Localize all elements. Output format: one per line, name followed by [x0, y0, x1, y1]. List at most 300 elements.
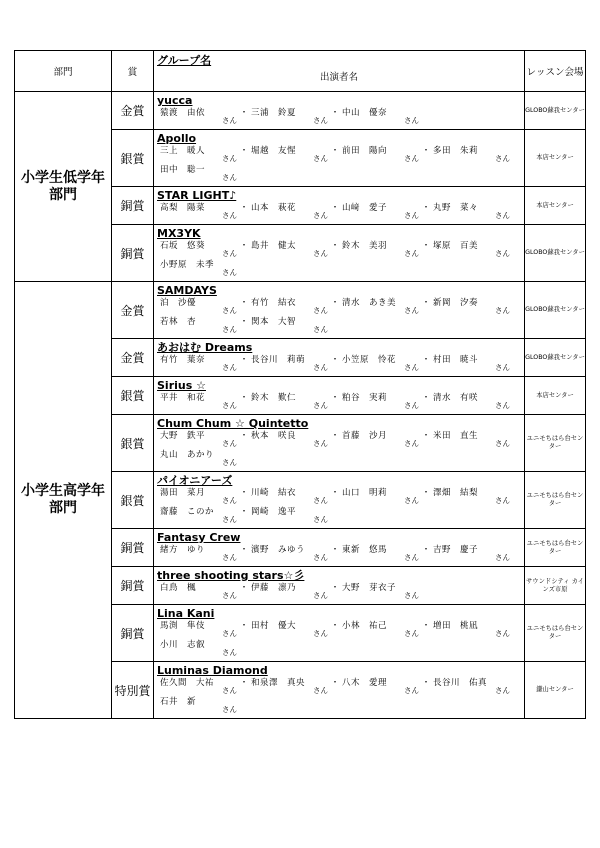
- performer-line: [157, 506, 521, 525]
- separator-dot: ・: [330, 583, 340, 593]
- honorific: さん: [222, 705, 237, 714]
- entry-row: [15, 92, 586, 130]
- performer: [342, 354, 419, 372]
- separator-dot: ・: [330, 393, 340, 403]
- performer-name: 濱野 みゆう: [251, 545, 306, 555]
- honorific: さん: [222, 249, 237, 258]
- performer-name: 若林 杏: [160, 317, 197, 327]
- honorific: さん: [495, 686, 510, 695]
- honorific: さん: [313, 553, 328, 562]
- performer: [160, 506, 237, 524]
- award-cell: 金賞: [112, 282, 154, 339]
- performer-line: [157, 354, 521, 373]
- honorific: さん: [222, 325, 237, 334]
- performer: [433, 240, 510, 258]
- performer: [160, 544, 237, 562]
- venue-cell: サウンドシティ カインズ市原: [525, 567, 586, 605]
- performer-name: 湯田 菜月: [160, 488, 206, 498]
- performer-name: 山﨑 愛子: [342, 203, 388, 213]
- performer-name: 関本 大智: [251, 317, 297, 327]
- honorific: さん: [222, 629, 237, 638]
- performer: [342, 107, 419, 125]
- performer: [251, 107, 328, 125]
- header-award: 賞: [112, 51, 154, 92]
- honorific: さん: [313, 116, 328, 125]
- performer-line: [157, 449, 521, 468]
- separator-dot: ・: [330, 355, 340, 365]
- venue-cell: 鎌山センター: [525, 662, 586, 719]
- honorific: さん: [313, 686, 328, 695]
- entry-cell: [154, 187, 525, 225]
- performer-line: [157, 487, 521, 506]
- entry-cell: [154, 567, 525, 605]
- performer: [433, 392, 510, 410]
- performer: [251, 620, 328, 638]
- separator-dot: ・: [239, 583, 249, 593]
- performer: [160, 107, 237, 125]
- entry-cell: [154, 472, 525, 529]
- performer: [251, 430, 328, 448]
- separator-dot: ・: [239, 678, 249, 688]
- honorific: さん: [313, 515, 328, 524]
- performer-name: 粕谷 実莉: [342, 393, 388, 403]
- separator-dot: ・: [330, 203, 340, 213]
- performer-name: 東新 悠馬: [342, 545, 388, 555]
- performer-line: [157, 259, 521, 278]
- performer-name: 齋藤 このか: [160, 507, 215, 517]
- performer-name: 猿渡 由依: [160, 108, 206, 118]
- honorific: さん: [222, 553, 237, 562]
- group-name: Chum Chum ☆ Quintetto: [157, 417, 309, 430]
- performer-line: [157, 202, 521, 221]
- separator-dot: ・: [421, 393, 431, 403]
- venue-cell: 本店センター: [525, 187, 586, 225]
- performer: [160, 582, 237, 600]
- performer: [342, 145, 419, 163]
- separator-dot: ・: [421, 298, 431, 308]
- honorific: さん: [404, 629, 419, 638]
- honorific: さん: [222, 648, 237, 657]
- entry-cell: [154, 377, 525, 415]
- honorific: さん: [495, 553, 510, 562]
- separator-dot: ・: [330, 108, 340, 118]
- performer-name: 塚原 百美: [433, 241, 479, 251]
- separator-dot: ・: [239, 393, 249, 403]
- performer-name: 川崎 結衣: [251, 488, 297, 498]
- award-cell: 銅賞: [112, 225, 154, 282]
- results-table: [14, 50, 586, 719]
- performer-name: 八木 愛理: [342, 678, 388, 688]
- separator-dot: ・: [239, 355, 249, 365]
- performer-line: [157, 107, 521, 126]
- award-cell: 銀賞: [112, 130, 154, 187]
- header-performers: 出演者名: [319, 72, 358, 83]
- honorific: さん: [313, 325, 328, 334]
- venue-cell: GLOBO蘇我センター: [525, 92, 586, 130]
- group-name: MX3YK: [157, 227, 201, 240]
- performer: [160, 696, 237, 714]
- venue-cell: ユニモちはら台センター: [525, 472, 586, 529]
- venue-cell: GLOBO蘇我センター: [525, 282, 586, 339]
- honorific: さん: [404, 249, 419, 258]
- venue-cell: ユニモちはら台センター: [525, 415, 586, 472]
- separator-dot: ・: [239, 241, 249, 251]
- entry-cell: [154, 130, 525, 187]
- performer-name: 大野 鉄平: [160, 431, 206, 441]
- award-cell: 銀賞: [112, 472, 154, 529]
- performer-name: 緒方 ゆり: [160, 545, 206, 555]
- performer-line: [157, 639, 521, 658]
- venue-cell: 本店センター: [525, 130, 586, 187]
- separator-dot: ・: [239, 545, 249, 555]
- performer: [251, 487, 328, 505]
- performer: [160, 316, 237, 334]
- separator-dot: ・: [421, 431, 431, 441]
- performer: [251, 677, 328, 695]
- performer-name: 小野原 未季: [160, 260, 215, 270]
- performer-name: 丸野 菜々: [433, 203, 479, 213]
- performer-name: 馬渕 隼伎: [160, 621, 206, 631]
- performer-name: 前田 陽向: [342, 146, 388, 156]
- honorific: さん: [404, 686, 419, 695]
- performer: [160, 240, 237, 258]
- performer-name: 和泉澤 真央: [251, 678, 306, 688]
- entry-cell: [154, 339, 525, 377]
- honorific: さん: [222, 268, 237, 277]
- performer: [433, 145, 510, 163]
- performer: [433, 677, 510, 695]
- performer: [251, 202, 328, 220]
- performer: [342, 240, 419, 258]
- performer-name: 小林 祐己: [342, 621, 388, 631]
- group-name: Sirius ☆: [157, 379, 206, 392]
- header-group-performers: [154, 51, 525, 92]
- performer-name: 石井 新: [160, 697, 197, 707]
- performer-line: [157, 297, 521, 316]
- separator-dot: ・: [239, 507, 249, 517]
- venue-cell: GLOBO蘇我センター: [525, 225, 586, 282]
- performer: [342, 487, 419, 505]
- performer: [342, 297, 419, 315]
- performer: [160, 164, 237, 182]
- performer: [433, 620, 510, 638]
- honorific: さん: [495, 154, 510, 163]
- performer-line: [157, 164, 521, 183]
- honorific: さん: [313, 211, 328, 220]
- performer-name: 田村 優大: [251, 621, 297, 631]
- venue-cell: GLOBO蘇我センター: [525, 339, 586, 377]
- honorific: さん: [313, 249, 328, 258]
- separator-dot: ・: [239, 317, 249, 327]
- honorific: さん: [313, 629, 328, 638]
- performer: [342, 430, 419, 448]
- performer: [342, 620, 419, 638]
- performer: [342, 582, 419, 600]
- award-cell: 金賞: [112, 92, 154, 130]
- honorific: さん: [404, 591, 419, 600]
- venue-cell: ユニモちはら台センター: [525, 529, 586, 567]
- performer: [342, 392, 419, 410]
- award-cell: 銅賞: [112, 605, 154, 662]
- group-name: あおはむ Dreams: [157, 341, 253, 354]
- performer: [160, 449, 237, 467]
- performer: [342, 677, 419, 695]
- separator-dot: ・: [330, 241, 340, 251]
- honorific: さん: [404, 154, 419, 163]
- separator-dot: ・: [330, 298, 340, 308]
- honorific: さん: [313, 401, 328, 410]
- performer-name: 石坂 悠葵: [160, 241, 206, 251]
- honorific: さん: [313, 306, 328, 315]
- group-name: three shooting stars☆彡: [157, 569, 305, 582]
- performer: [160, 620, 237, 638]
- honorific: さん: [222, 363, 237, 372]
- performer: [160, 392, 237, 410]
- performer-line: [157, 696, 521, 715]
- separator-dot: ・: [239, 298, 249, 308]
- performer-name: 長谷川 佑真: [433, 678, 488, 688]
- honorific: さん: [495, 496, 510, 505]
- honorific: さん: [404, 553, 419, 562]
- performer-name: 山本 萩花: [251, 203, 297, 213]
- performer-name: 白鳥 楓: [160, 583, 197, 593]
- honorific: さん: [222, 306, 237, 315]
- performer: [251, 316, 328, 334]
- entry-cell: [154, 225, 525, 282]
- performer: [160, 639, 237, 657]
- performer-name: 三浦 鈴夏: [251, 108, 297, 118]
- performer-name: 清水 有咲: [433, 393, 479, 403]
- group-name: Luminas Diamond: [157, 664, 268, 677]
- honorific: さん: [222, 458, 237, 467]
- entry-cell: [154, 529, 525, 567]
- performer-name: 長谷川 莉萌: [251, 355, 306, 365]
- honorific: さん: [222, 591, 237, 600]
- performer-name: 新岡 汐奏: [433, 298, 479, 308]
- entry-cell: [154, 605, 525, 662]
- group-name: Lina Kani: [157, 607, 215, 620]
- performer: [342, 544, 419, 562]
- performer-line: [157, 316, 521, 335]
- group-name: SAMDAYS: [157, 284, 217, 297]
- performer-line: [157, 145, 521, 164]
- separator-dot: ・: [239, 146, 249, 156]
- group-name: Apollo: [157, 132, 197, 145]
- group-name: yucca: [157, 94, 193, 107]
- performer-name: 田中 聡一: [160, 165, 206, 175]
- performer-name: 鈴木 歎仁: [251, 393, 297, 403]
- performer-name: 中山 優奈: [342, 108, 388, 118]
- award-cell: 銅賞: [112, 187, 154, 225]
- entry-cell: [154, 415, 525, 472]
- separator-dot: ・: [239, 108, 249, 118]
- performer-line: [157, 430, 521, 449]
- performer-name: 首藤 沙月: [342, 431, 388, 441]
- honorific: さん: [404, 401, 419, 410]
- honorific: さん: [495, 629, 510, 638]
- performer-line: [157, 392, 521, 411]
- performer: [433, 430, 510, 448]
- group-name: Fantasy Crew: [157, 531, 241, 544]
- separator-dot: ・: [421, 355, 431, 365]
- header-category: 部門: [15, 51, 112, 92]
- performer-name: 平井 和花: [160, 393, 206, 403]
- performer: [160, 297, 237, 315]
- separator-dot: ・: [330, 678, 340, 688]
- performer: [160, 487, 237, 505]
- performer-name: 増田 桃凪: [433, 621, 479, 631]
- performer: [160, 145, 237, 163]
- honorific: さん: [222, 116, 237, 125]
- performer: [251, 506, 328, 524]
- honorific: さん: [404, 306, 419, 315]
- performer: [433, 544, 510, 562]
- performer-name: 山口 明莉: [342, 488, 388, 498]
- performer-name: 秋本 咲良: [251, 431, 297, 441]
- honorific: さん: [222, 515, 237, 524]
- performer-name: 多田 朱莉: [433, 146, 479, 156]
- group-name: STAR LIGHT♪: [157, 189, 237, 202]
- honorific: さん: [222, 439, 237, 448]
- award-cell: 特別賞: [112, 662, 154, 719]
- performer: [433, 297, 510, 315]
- performer: [160, 677, 237, 695]
- performer-name: 泊 沙優: [160, 298, 197, 308]
- separator-dot: ・: [239, 488, 249, 498]
- category-cell: 小学生高学年部門: [15, 282, 112, 719]
- honorific: さん: [404, 211, 419, 220]
- performer-name: 高梨 陽菜: [160, 203, 206, 213]
- separator-dot: ・: [421, 146, 431, 156]
- performer: [251, 240, 328, 258]
- performer: [251, 145, 328, 163]
- performer-name: 丸山 あかり: [160, 450, 215, 460]
- separator-dot: ・: [330, 488, 340, 498]
- award-cell: 銅賞: [112, 529, 154, 567]
- group-name: パイオニアーズ: [157, 474, 233, 487]
- separator-dot: ・: [421, 678, 431, 688]
- header-group: グループ名: [157, 54, 212, 67]
- performer: [433, 487, 510, 505]
- honorific: さん: [313, 439, 328, 448]
- award-cell: 銀賞: [112, 377, 154, 415]
- performer-name: 鈴木 美羽: [342, 241, 388, 251]
- honorific: さん: [313, 496, 328, 505]
- separator-dot: ・: [239, 203, 249, 213]
- performer-name: 佐久間 大祐: [160, 678, 215, 688]
- header-venue: レッスン会場: [525, 51, 586, 92]
- performer: [251, 392, 328, 410]
- separator-dot: ・: [239, 431, 249, 441]
- performer: [251, 544, 328, 562]
- performer: [433, 202, 510, 220]
- honorific: さん: [404, 496, 419, 505]
- entry-row: [15, 282, 586, 339]
- honorific: さん: [313, 363, 328, 372]
- honorific: さん: [222, 401, 237, 410]
- performer: [160, 430, 237, 448]
- performer: [342, 202, 419, 220]
- separator-dot: ・: [330, 621, 340, 631]
- entry-cell: [154, 662, 525, 719]
- performer-line: [157, 620, 521, 639]
- honorific: さん: [495, 306, 510, 315]
- performer-line: [157, 544, 521, 563]
- award-cell: 金賞: [112, 339, 154, 377]
- venue-cell: ユニモちはら台センター: [525, 605, 586, 662]
- honorific: さん: [495, 439, 510, 448]
- honorific: さん: [495, 211, 510, 220]
- honorific: さん: [222, 211, 237, 220]
- performer-name: 小川 志叡: [160, 640, 206, 650]
- separator-dot: ・: [330, 146, 340, 156]
- performer-line: [157, 240, 521, 259]
- performer-line: [157, 677, 521, 696]
- honorific: さん: [313, 591, 328, 600]
- performer: [251, 354, 328, 372]
- performer-name: 米田 直生: [433, 431, 479, 441]
- performer-name: 岡崎 逸平: [251, 507, 297, 517]
- venue-cell: 本店センター: [525, 377, 586, 415]
- honorific: さん: [404, 439, 419, 448]
- performer: [251, 582, 328, 600]
- performer-name: 吉野 慶子: [433, 545, 479, 555]
- separator-dot: ・: [239, 621, 249, 631]
- performer-name: 清水 あき美: [342, 298, 397, 308]
- honorific: さん: [222, 154, 237, 163]
- category-cell: 小学生低学年部門: [15, 92, 112, 282]
- performer: [251, 297, 328, 315]
- performer-name: 大野 芽衣子: [342, 583, 397, 593]
- performer-name: 有竹 結衣: [251, 298, 297, 308]
- performer-name: 三上 暖人: [160, 146, 206, 156]
- separator-dot: ・: [330, 545, 340, 555]
- performer: [160, 354, 237, 372]
- performer: [160, 259, 237, 277]
- separator-dot: ・: [330, 431, 340, 441]
- honorific: さん: [222, 686, 237, 695]
- award-cell: 銀賞: [112, 415, 154, 472]
- separator-dot: ・: [421, 621, 431, 631]
- separator-dot: ・: [421, 545, 431, 555]
- entry-cell: [154, 282, 525, 339]
- performer-line: [157, 582, 521, 601]
- separator-dot: ・: [421, 241, 431, 251]
- performer-name: 小笠原 怜花: [342, 355, 397, 365]
- honorific: さん: [495, 363, 510, 372]
- separator-dot: ・: [421, 203, 431, 213]
- header-row: [15, 51, 586, 92]
- award-cell: 銅賞: [112, 567, 154, 605]
- performer: [433, 354, 510, 372]
- performer: [160, 202, 237, 220]
- honorific: さん: [495, 249, 510, 258]
- performer-name: 伊藤 凛乃: [251, 583, 297, 593]
- honorific: さん: [222, 496, 237, 505]
- entry-cell: [154, 92, 525, 130]
- honorific: さん: [222, 173, 237, 182]
- separator-dot: ・: [421, 488, 431, 498]
- honorific: さん: [404, 363, 419, 372]
- performer-name: 島井 健太: [251, 241, 297, 251]
- performer-name: 有竹 葉奈: [160, 355, 206, 365]
- honorific: さん: [404, 116, 419, 125]
- honorific: さん: [495, 401, 510, 410]
- performer-name: 堀越 友惺: [251, 146, 297, 156]
- honorific: さん: [313, 154, 328, 163]
- performer-name: 村田 暁斗: [433, 355, 479, 365]
- performer-name: 澤畑 結梨: [433, 488, 479, 498]
